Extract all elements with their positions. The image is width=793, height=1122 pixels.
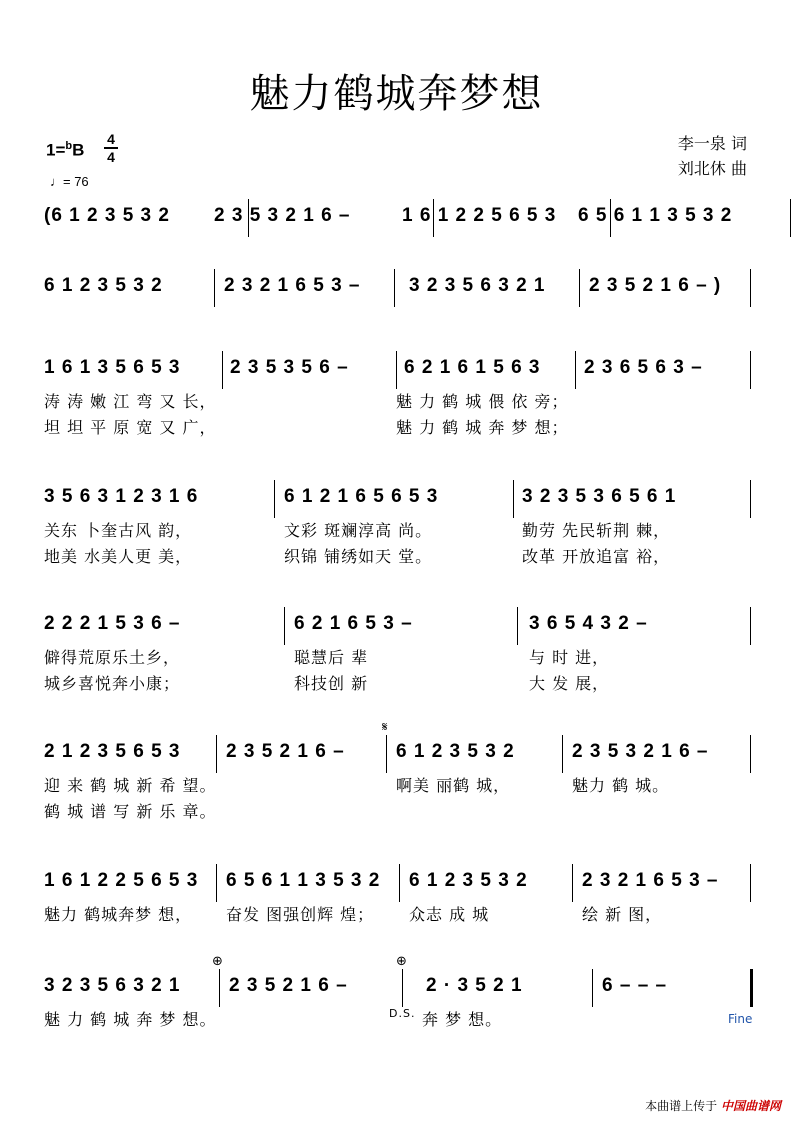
measure-notes: 6 – – – bbox=[602, 975, 668, 996]
lyric-segment: 涛 涛 嫩 江 弯 又 长， bbox=[44, 392, 217, 411]
fine-mark: Fine bbox=[728, 1012, 753, 1026]
barline bbox=[750, 351, 751, 389]
lyric-segment: 魅 力 鹤 城 奔 梦 想。 bbox=[44, 1010, 217, 1029]
lyric-segment: 科技创 新 bbox=[294, 674, 369, 693]
lyric-segment: 文彩 斑斓淳高 尚。 bbox=[284, 521, 433, 540]
measure-notes: 2 3 5 2 1 6 – bbox=[229, 975, 348, 996]
notes-line bbox=[44, 486, 750, 518]
measure-notes: 2 3 5 3 5 6 – bbox=[230, 357, 349, 378]
barline bbox=[750, 969, 753, 1007]
measure-notes: 1 6 1 3 5 6 5 3 bbox=[44, 357, 181, 378]
measure-notes: 3 6 5 4 3 2 – bbox=[529, 613, 648, 634]
notes-line bbox=[44, 357, 750, 389]
footer: 本曲谱上传于 中国曲谱网 bbox=[645, 1099, 781, 1113]
lyric-segment: 地美 水美人更 美， bbox=[44, 547, 193, 566]
lyric-segment: 魅 力 鹤 城 偎 依 旁； bbox=[396, 392, 569, 411]
tempo-mark: ♩= 76 bbox=[50, 174, 89, 189]
measure-notes: 6 5 6 1 1 3 5 3 2 bbox=[226, 870, 381, 891]
key-signature: 1=$^b$B bbox=[46, 140, 85, 160]
credits bbox=[678, 131, 747, 181]
time-signature: 4 4 bbox=[104, 132, 118, 164]
barline bbox=[750, 735, 751, 773]
notes-line bbox=[44, 741, 750, 773]
measure-notes: 2 3 5 2 1 6 – bbox=[226, 741, 345, 762]
lyric-segment: 迎 来 鹤 城 新 希 望。 bbox=[44, 776, 217, 795]
lyric-segment: 聪慧后 辈 bbox=[294, 648, 369, 667]
measure-notes: 2 3 6 5 6 3 – bbox=[584, 357, 703, 378]
measure-notes: 6 5 6 1 1 3 5 3 2 bbox=[578, 205, 733, 226]
segno-icon: 𝄋 bbox=[382, 720, 388, 735]
lyric-segment: D.S. bbox=[389, 1007, 416, 1020]
measure-notes: 2 2 2 1 5 3 6 – bbox=[44, 613, 181, 634]
lyric-segment: 魅 力 鹤 城 奔 梦 想； bbox=[396, 418, 569, 437]
measure-notes: 6 1 2 3 5 3 2 bbox=[44, 275, 163, 296]
measure-notes: 2 3 2 1 6 5 3 – bbox=[582, 870, 719, 891]
composer: 刘北休 曲 bbox=[677, 159, 747, 178]
lyric-segment: 众志 成 城 bbox=[409, 905, 490, 924]
notes-line bbox=[44, 205, 750, 237]
measure-notes: 2 3 5 3 2 1 6 – bbox=[214, 205, 351, 226]
lyric-segment: 与 时 进， bbox=[529, 648, 610, 667]
lyric-segment: 关东 卜奎古风 韵， bbox=[44, 521, 193, 540]
lyric-segment: 魅力 鹤 城。 bbox=[572, 776, 670, 795]
lyric-segment: 僻得荒原乐土乡， bbox=[44, 648, 181, 667]
notes-line bbox=[44, 275, 750, 307]
lyric-segment: 大 发 展， bbox=[529, 674, 610, 693]
lyric-segment: 绘 新 图， bbox=[582, 905, 663, 924]
measure-notes: 1 6 1 2 2 5 6 5 3 bbox=[402, 205, 557, 226]
notes-line bbox=[44, 613, 750, 645]
lyric-segment: 魅力 鹤城奔梦 想， bbox=[44, 905, 193, 924]
measure-notes: 6 1 2 3 5 3 2 bbox=[409, 870, 528, 891]
measure-notes: 6 2 1 6 5 3 – bbox=[294, 613, 413, 634]
measure-notes: 2 3 5 2 1 6 – ) bbox=[589, 275, 722, 296]
coda-icon: ⊕ bbox=[212, 954, 223, 969]
notes-line bbox=[44, 975, 750, 1007]
lyric-segment: 奋发 图强创辉 煌； bbox=[226, 905, 375, 924]
lyric-segment: 织锦 铺绣如天 堂。 bbox=[284, 547, 433, 566]
notes-line bbox=[44, 870, 750, 902]
lyric-segment: 鹤 城 谱 写 新 乐 章。 bbox=[44, 802, 217, 821]
measure-notes: 2 3 2 1 6 5 3 – bbox=[224, 275, 361, 296]
measure-notes: 2 · 3 5 2 1 bbox=[426, 975, 523, 996]
lyric-segment: 勤劳 先民斩荆 棘， bbox=[522, 521, 671, 540]
barline bbox=[750, 480, 751, 518]
barline bbox=[790, 199, 791, 237]
measure-notes: 2 3 5 3 2 1 6 – bbox=[572, 741, 709, 762]
lyric-segment: 坦 坦 平 原 宽 又 广， bbox=[44, 418, 217, 437]
measure-notes: 3 5 6 3 1 2 3 1 6 bbox=[44, 486, 199, 507]
measure-notes: 1 6 1 2 2 5 6 5 3 bbox=[44, 870, 199, 891]
measure-notes: 3 2 3 5 6 3 2 1 bbox=[409, 275, 546, 296]
lyric-segment: 城乡喜悦奔小康； bbox=[44, 674, 181, 693]
lyric-segment: 改革 开放追富 裕， bbox=[522, 547, 671, 566]
measure-notes: 6 1 2 3 5 3 2 bbox=[396, 741, 515, 762]
barline bbox=[750, 269, 751, 307]
lyric-segment: 奔 梦 想。 bbox=[422, 1010, 503, 1029]
barline bbox=[750, 864, 751, 902]
barline bbox=[750, 607, 751, 645]
measure-notes: 3 2 3 5 6 3 2 1 bbox=[44, 975, 181, 996]
measure-notes: (6 1 2 3 5 3 2 bbox=[44, 205, 170, 226]
measure-notes: 3 2 3 5 3 6 5 6 1 bbox=[522, 486, 677, 507]
coda-icon-2: ⊕ bbox=[396, 954, 407, 969]
lyric-segment: 啊美 丽鹤 城， bbox=[396, 776, 511, 795]
measure-notes: 6 1 2 1 6 5 6 5 3 bbox=[284, 486, 439, 507]
measure-notes: 2 1 2 3 5 6 5 3 bbox=[44, 741, 181, 762]
page-title: 魅力鹤城奔梦想 bbox=[249, 71, 544, 117]
site-logo: 中国曲谱网 bbox=[720, 1099, 781, 1113]
measure-notes: 6 2 1 6 1 5 6 3 bbox=[404, 357, 541, 378]
lyricist: 李一泉 词 bbox=[677, 134, 747, 153]
